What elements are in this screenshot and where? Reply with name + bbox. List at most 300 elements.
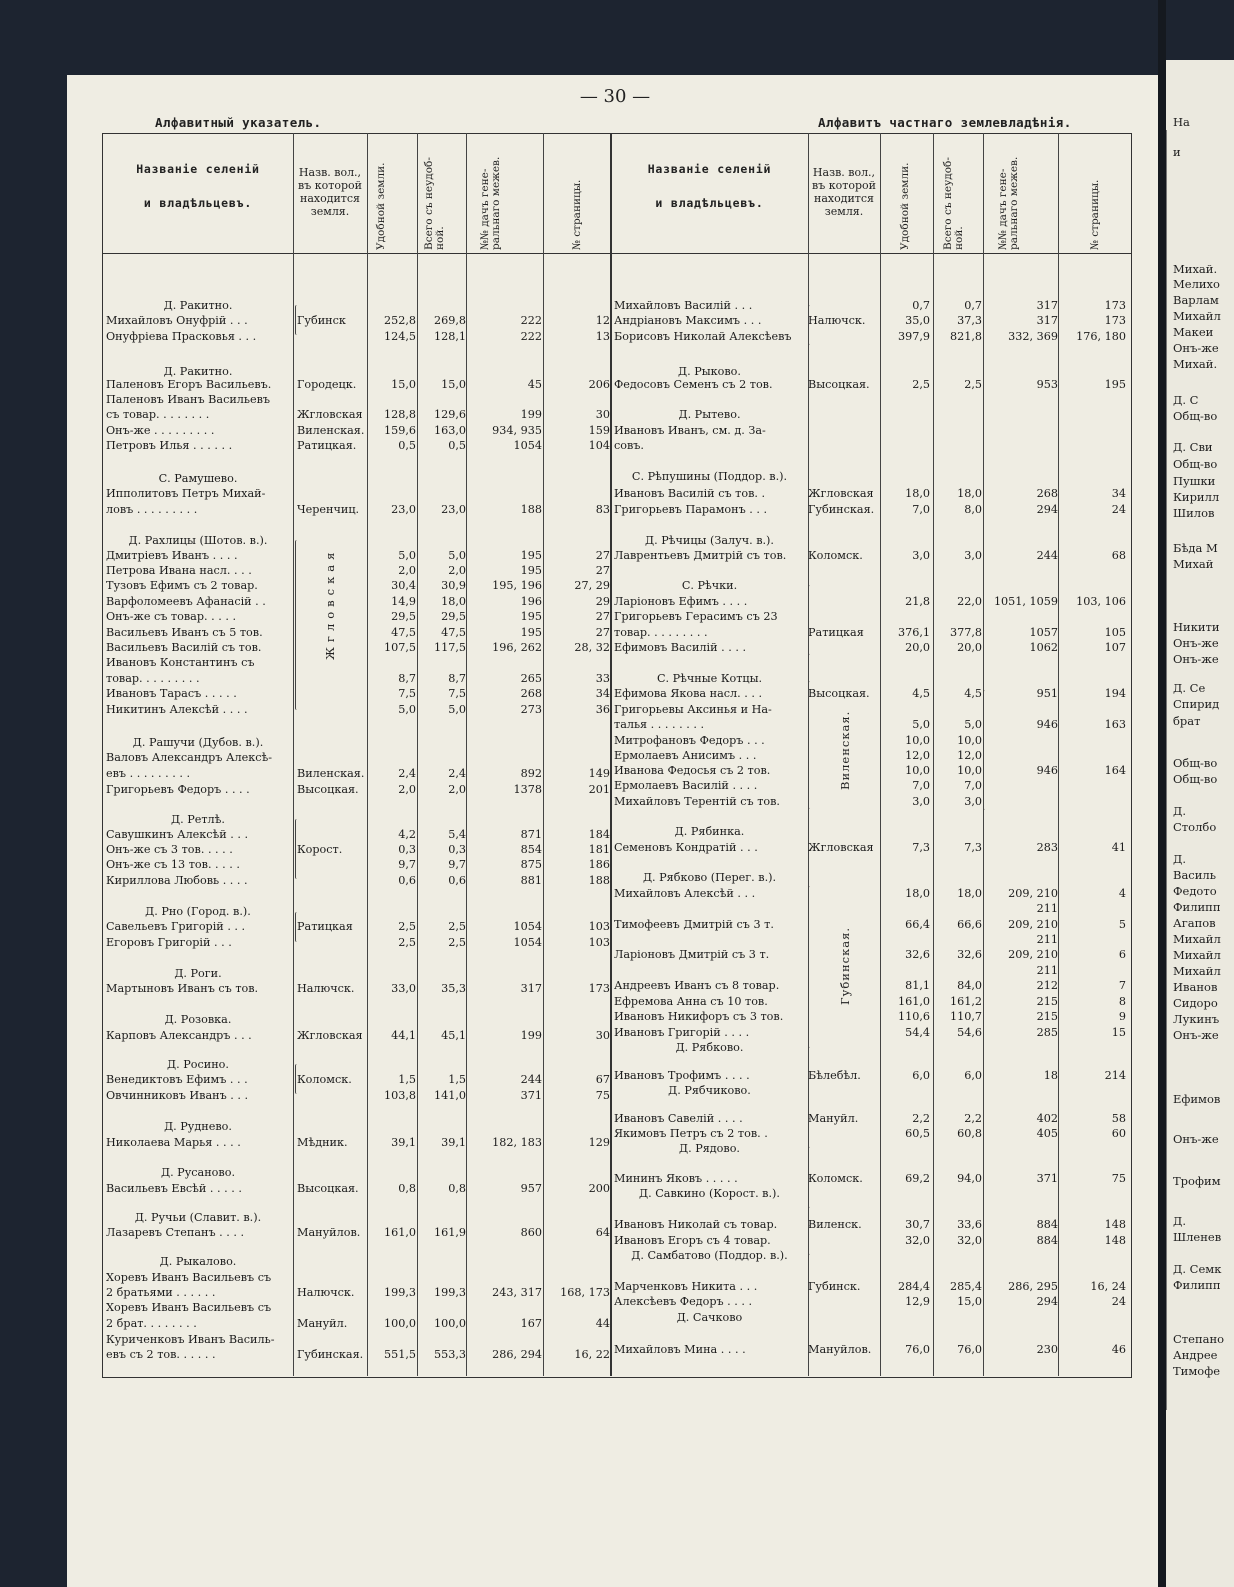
udob-cell: 2,0 xyxy=(398,564,416,577)
udob-cell: 32,6 xyxy=(905,948,930,961)
page-cell: 33 xyxy=(595,672,610,685)
page-cell: 46 xyxy=(1111,1343,1126,1356)
udob-cell: 47,5 xyxy=(391,626,416,639)
dach-cell: 317 xyxy=(1036,314,1058,327)
table-row xyxy=(104,313,609,328)
settlement-name: Д. Самбатово (Поддор. в.). xyxy=(631,1249,788,1262)
vsego-cell: 6,0 xyxy=(964,1069,982,1082)
page-cell: 194 xyxy=(1104,687,1126,700)
page-cell: 27 xyxy=(595,610,610,623)
table-row xyxy=(612,1294,1127,1309)
settlement-heading xyxy=(104,1165,609,1180)
dach-cell: 167 xyxy=(520,1317,542,1330)
settlement-heading xyxy=(104,533,609,548)
dach-cell: 196, 262 xyxy=(492,641,542,654)
vsego-cell: 285,4 xyxy=(949,1280,982,1293)
settlement-name: Д. Рябково (Перег. в.). xyxy=(642,871,777,884)
table-row xyxy=(104,1225,609,1240)
dach-cell: 273 xyxy=(520,703,542,716)
page-cell: 5 xyxy=(1118,918,1126,931)
owner-name: Кириллова Любовь . . . . xyxy=(106,874,248,887)
header-rule xyxy=(102,253,1132,254)
vsego-cell: 110,7 xyxy=(949,1010,982,1023)
vsego-cell: 161,2 xyxy=(949,995,982,1008)
volost-cell: Корост. xyxy=(297,843,343,856)
owner-name: Онуфріева Прасковья . . . xyxy=(106,330,257,343)
dach-cell: 196 xyxy=(520,595,542,608)
dach-cell: 285 xyxy=(1036,1026,1058,1039)
udob-cell: 199,3 xyxy=(383,1286,416,1299)
owner-name: Ивановъ Иванъ, см. д. За- xyxy=(614,424,766,437)
settlement-heading xyxy=(104,1210,609,1225)
page-cell: 173 xyxy=(1104,314,1126,327)
table-row xyxy=(612,1126,1127,1141)
page-cell: 12 xyxy=(595,314,610,327)
page-cell: 107 xyxy=(1104,641,1126,654)
volost-cell: Налючск. xyxy=(297,1286,355,1299)
vsego-cell: 35,3 xyxy=(441,982,466,995)
owner-name: Васильевъ Василій съ тов. xyxy=(106,641,262,654)
owner-name: Якимовъ Петръ съ 2 тов. . xyxy=(614,1127,768,1140)
owner-name: Григорьевы Аксинья и На- xyxy=(614,703,772,716)
udob-cell: 9,7 xyxy=(398,858,416,871)
page-cell: 27 xyxy=(595,564,610,577)
col-head-dach-left: №№ дачъ гене- ральнаго межев. xyxy=(479,156,502,250)
table-row xyxy=(104,827,609,842)
grouping-brace xyxy=(808,886,812,1048)
settlement-name: С. Рѣпушины (Поддор. в.). xyxy=(631,470,788,483)
vsego-cell: 821,8 xyxy=(949,330,982,343)
udob-cell: 2,4 xyxy=(398,767,416,780)
settlement-name: Д. Рахлицы (Шотов. в.). xyxy=(128,534,268,547)
table-row xyxy=(612,840,1127,855)
page-cell: 16, 24 xyxy=(1090,1280,1126,1293)
dach-cell: 199 xyxy=(520,408,542,421)
table-row xyxy=(612,978,1127,993)
dach-cell: 402 xyxy=(1036,1112,1058,1125)
page-cell: 16, 22 xyxy=(574,1348,610,1361)
table-row xyxy=(104,655,609,670)
vsego-cell: 1,5 xyxy=(448,1073,466,1086)
udob-cell: 159,6 xyxy=(383,424,416,437)
settlement-heading xyxy=(104,735,609,750)
owner-name: Паленовъ Иванъ Васильевъ xyxy=(106,393,271,406)
volost-cell: Высоцкая. xyxy=(808,378,870,391)
settlement-name: Д. Рытево. xyxy=(678,408,741,421)
page-cell: 67 xyxy=(595,1073,610,1086)
owner-name: Ивановъ Егоръ съ 4 товар. xyxy=(614,1234,771,1247)
owner-name: Онъ-же съ товар. . . . . xyxy=(106,610,236,623)
grouping-brace xyxy=(808,681,812,809)
owner-name: Ефимова Якова насл. . . . xyxy=(614,687,763,700)
vsego-cell: 47,5 xyxy=(441,626,466,639)
owner-name: Ефимовъ Василій . . . . xyxy=(614,641,746,654)
col-head-vsego-right: Всего съ неудоб- ной. xyxy=(942,157,965,250)
settlement-heading xyxy=(612,533,1127,548)
owner-name: Никитинъ Алексѣй . . . . xyxy=(106,703,248,716)
udob-cell: 23,0 xyxy=(391,503,416,516)
table-row xyxy=(612,594,1127,609)
udob-cell: 7,5 xyxy=(398,687,416,700)
page-cell: 103 xyxy=(588,936,610,949)
neighbor-text-fragment: Сидоро xyxy=(1173,996,1218,1010)
table-row xyxy=(104,1072,609,1087)
grouping-brace xyxy=(808,1118,812,1148)
udob-cell: 12,9 xyxy=(905,1295,930,1308)
owner-name: Николаева Марья . . . . xyxy=(106,1136,241,1149)
settlement-heading xyxy=(612,407,1127,422)
grouping-brace xyxy=(808,1225,812,1255)
vsego-cell: 32,0 xyxy=(957,1234,982,1247)
running-header-right: Алфавитъ частнаго землевладѣнія. xyxy=(818,115,1072,130)
page-cell: 15 xyxy=(1111,1026,1126,1039)
dach-cell: 953 xyxy=(1036,378,1058,391)
udob-cell: 124,5 xyxy=(383,330,416,343)
neighbor-text-fragment: Степано xyxy=(1173,1332,1225,1346)
volost-cell: Жгловская xyxy=(808,487,874,500)
vsego-cell: 2,5 xyxy=(964,378,982,391)
page-cell: 29 xyxy=(595,595,610,608)
table-row xyxy=(104,502,609,517)
vsego-cell: 2,4 xyxy=(448,767,466,780)
owner-name: Григорьевъ Парамонъ . . . xyxy=(614,503,768,516)
udob-cell: 81,1 xyxy=(905,979,930,992)
udob-cell: 5,0 xyxy=(398,549,416,562)
table-row xyxy=(104,329,609,344)
udob-cell: 0,7 xyxy=(912,299,930,312)
vsego-cell: 0,3 xyxy=(448,843,466,856)
page-cell: 24 xyxy=(1111,1295,1126,1308)
table-row xyxy=(104,1300,609,1315)
col-head-udob-right: Удобной земли. xyxy=(899,162,911,250)
vsego-cell: 2,2 xyxy=(964,1112,982,1125)
table-row xyxy=(612,1009,1127,1024)
neighbor-text-fragment: Трофим xyxy=(1173,1174,1221,1188)
dach-cell: 199 xyxy=(520,1029,542,1042)
neighbor-text-fragment: Михай xyxy=(1173,557,1214,571)
udob-cell: 110,6 xyxy=(897,1010,930,1023)
udob-cell: 0,5 xyxy=(398,439,416,452)
neighbor-text-fragment: На xyxy=(1173,115,1190,129)
page-cell: 34 xyxy=(595,687,610,700)
page-cell: 148 xyxy=(1104,1218,1126,1231)
table-row xyxy=(612,1279,1127,1294)
table-row xyxy=(612,1111,1127,1126)
table-row xyxy=(104,1347,609,1362)
udob-cell: 30,4 xyxy=(391,579,416,592)
vsego-cell: 18,0 xyxy=(441,595,466,608)
dach-cell: 211 xyxy=(1036,902,1058,915)
owner-name: Михайловъ Алексѣй . . . xyxy=(614,887,756,900)
owner-name: ловъ . . . . . . . . . xyxy=(106,503,198,516)
dach-cell: 286, 295 xyxy=(1008,1280,1058,1293)
volost-cell: Ратицкая xyxy=(808,626,864,639)
page-cell: 27, 29 xyxy=(574,579,610,592)
udob-cell: 3,0 xyxy=(912,795,930,808)
udob-cell: 14,9 xyxy=(391,595,416,608)
vsego-cell: 76,0 xyxy=(957,1343,982,1356)
page-cell: 4 xyxy=(1118,887,1126,900)
vsego-cell: 2,5 xyxy=(448,936,466,949)
vsego-cell: 5,0 xyxy=(448,549,466,562)
settlement-name: Д. Ретлѣ. xyxy=(171,813,225,826)
vsego-cell: 29,5 xyxy=(441,610,466,623)
page-cell: 8 xyxy=(1118,995,1126,1008)
volost-cell: Жгловская xyxy=(808,841,874,854)
table-row xyxy=(612,702,1127,717)
grouping-brace xyxy=(808,1178,812,1208)
vsego-cell: 66,6 xyxy=(957,918,982,931)
udob-cell: 32,0 xyxy=(905,1234,930,1247)
settlement-name: Д. Ручьи (Славит. в.). xyxy=(134,1211,262,1224)
page-cell: 181 xyxy=(588,843,610,856)
table-row xyxy=(612,901,1127,916)
col-head-name-right: Названіе селеній и владѣльцевъ. xyxy=(647,162,772,210)
vsego-cell: 23,0 xyxy=(441,503,466,516)
neighbor-text-fragment: Общ-во xyxy=(1173,409,1218,423)
col-head-str-left: № страницы. xyxy=(571,179,583,250)
neighbor-text-fragment: Кирилл xyxy=(1173,490,1220,504)
volost-cell: Высоцкая. xyxy=(297,1182,359,1195)
owner-name: Ермолаевъ Анисимъ . . . xyxy=(614,749,757,762)
udob-cell: 66,4 xyxy=(905,918,930,931)
page-cell: 41 xyxy=(1111,841,1126,854)
page-cell: 184 xyxy=(588,828,610,841)
dach-cell: 332, 369 xyxy=(1008,330,1058,343)
table-row xyxy=(612,329,1127,344)
vsego-cell: 18,0 xyxy=(957,487,982,500)
owner-name: Ивановъ Тарасъ . . . . . xyxy=(106,687,237,700)
dach-cell: 1378 xyxy=(513,783,542,796)
dach-cell: 243, 317 xyxy=(492,1286,542,1299)
dach-cell: 884 xyxy=(1036,1234,1058,1247)
vsego-cell: 199,3 xyxy=(433,1286,466,1299)
owner-name: Онъ-же съ 13 тов. . . . . xyxy=(106,858,240,871)
volost-cell: Ратицкая. xyxy=(297,439,357,452)
dach-cell: 18 xyxy=(1043,1069,1058,1082)
volost-cell: Мануйлов. xyxy=(297,1226,361,1239)
settlement-heading xyxy=(104,966,609,981)
settlement-heading xyxy=(612,1040,1127,1055)
neighbor-page xyxy=(1166,60,1234,1587)
dach-cell: 195 xyxy=(520,564,542,577)
neighbor-text-fragment: и xyxy=(1173,145,1181,159)
owner-name: Ивановъ Трофимъ . . . . xyxy=(614,1069,750,1082)
udob-cell: 100,0 xyxy=(383,1317,416,1330)
owner-name: Савельевъ Григорій . . . xyxy=(106,920,246,933)
table-row xyxy=(612,963,1127,978)
group-label-gubinskaya: Губинская. xyxy=(838,926,852,1005)
table-row xyxy=(104,377,609,392)
page-cell: 7 xyxy=(1118,979,1126,992)
udob-cell: 1,5 xyxy=(398,1073,416,1086)
owner-name: Егоровъ Григорій . . . xyxy=(106,936,232,949)
vsego-cell: 94,0 xyxy=(957,1172,982,1185)
neighbor-text-fragment: Михай. xyxy=(1173,357,1218,371)
table-row xyxy=(104,766,609,781)
udob-cell: 2,5 xyxy=(398,920,416,933)
vsego-cell: 3,0 xyxy=(964,795,982,808)
settlement-name: Д. Сачково xyxy=(676,1311,743,1324)
vsego-cell: 129,6 xyxy=(433,408,466,421)
owner-name: евъ съ 2 тов. . . . . . xyxy=(106,1348,216,1361)
settlement-heading xyxy=(612,578,1127,593)
vsego-cell: 22,0 xyxy=(957,595,982,608)
dach-cell: 215 xyxy=(1036,1010,1058,1023)
table-row xyxy=(612,1068,1127,1083)
table-row xyxy=(104,686,609,701)
settlement-name: Д. Рябково. xyxy=(675,1041,744,1054)
dach-cell: 286, 294 xyxy=(492,1348,542,1361)
owner-name: 2 брат. . . . . . . . xyxy=(106,1317,197,1330)
page-cell: 6 xyxy=(1118,948,1126,961)
dach-cell: 934, 935 xyxy=(492,424,542,437)
udob-cell: 2,5 xyxy=(398,936,416,949)
page-cell: 75 xyxy=(1111,1172,1126,1185)
neighbor-text-fragment: Пушки xyxy=(1173,474,1216,488)
owner-name: Куриченковъ Иванъ Василь- xyxy=(106,1333,275,1346)
table-row xyxy=(612,298,1127,313)
dach-cell: 182, 183 xyxy=(492,1136,542,1149)
table-row xyxy=(104,438,609,453)
owner-name: Валовъ Александръ Алексѣ- xyxy=(106,751,272,764)
owner-name: Федосовъ Семенъ съ 2 тов. xyxy=(614,378,773,391)
dach-cell: 195 xyxy=(520,610,542,623)
neighbor-text-fragment: Шилов xyxy=(1173,506,1215,520)
page-cell: 104 xyxy=(588,439,610,452)
vsego-cell: 30,9 xyxy=(441,579,466,592)
owner-name: Михайловъ Терентій съ тов. xyxy=(614,795,780,808)
owner-name: Андреевъ Иванъ съ 8 товар. xyxy=(614,979,780,992)
dach-cell: 1054 xyxy=(513,439,542,452)
udob-cell: 0,8 xyxy=(398,1182,416,1195)
vsego-cell: 15,0 xyxy=(957,1295,982,1308)
table-row xyxy=(104,857,609,872)
table-row xyxy=(104,486,609,501)
vsego-cell: 12,0 xyxy=(957,749,982,762)
udob-cell: 12,0 xyxy=(905,749,930,762)
vsego-cell: 0,8 xyxy=(448,1182,466,1195)
page-cell: 206 xyxy=(588,378,610,391)
neighbor-text-fragment: Столбо xyxy=(1173,820,1217,834)
neighbor-text-fragment: Василь xyxy=(1173,868,1216,882)
page-cell: 173 xyxy=(1104,299,1126,312)
volost-cell: Налючск. xyxy=(297,982,355,995)
page-cell: 44 xyxy=(595,1317,610,1330)
page-cell: 64 xyxy=(595,1226,610,1239)
dach-cell: 854 xyxy=(520,843,542,856)
vsego-cell: 128,1 xyxy=(433,330,466,343)
dach-cell: 1057 xyxy=(1029,626,1058,639)
page-cell: 24 xyxy=(1111,503,1126,516)
settlement-heading xyxy=(612,1083,1127,1098)
dach-cell: 268 xyxy=(520,687,542,700)
owner-name: Хоревъ Иванъ Васильевъ съ xyxy=(106,1271,272,1284)
udob-cell: 2,5 xyxy=(912,378,930,391)
vsego-cell: 10,0 xyxy=(957,764,982,777)
table-row xyxy=(104,873,609,888)
settlement-heading xyxy=(104,1012,609,1027)
udob-cell: 18,0 xyxy=(905,487,930,500)
neighbor-text-fragment: Д. Сви xyxy=(1173,440,1213,454)
vsego-cell: 4,5 xyxy=(964,687,982,700)
grouping-brace xyxy=(295,912,299,942)
vsego-cell: 5,0 xyxy=(964,718,982,731)
owner-name: Митрофановъ Федоръ . . . xyxy=(614,734,765,747)
vsego-cell: 5,4 xyxy=(448,828,466,841)
table-row xyxy=(612,947,1127,962)
settlement-heading xyxy=(104,1119,609,1134)
settlement-heading xyxy=(104,1254,609,1269)
neighbor-text-fragment: Онъ-же xyxy=(1173,341,1219,355)
vsego-cell: 5,0 xyxy=(448,703,466,716)
vsego-cell: 8,7 xyxy=(448,672,466,685)
settlement-name: С. Рѣчки. xyxy=(681,579,738,592)
page-cell: 58 xyxy=(1111,1112,1126,1125)
dach-cell: 946 xyxy=(1036,718,1058,731)
dach-cell: 294 xyxy=(1036,503,1058,516)
settlement-name: Д. Рыкалово. xyxy=(159,1255,237,1268)
dach-cell: 265 xyxy=(520,672,542,685)
vsego-cell: 7,0 xyxy=(964,779,982,792)
settlement-name: Д. Рно (Город. в.). xyxy=(145,905,251,918)
dach-cell: 1054 xyxy=(513,920,542,933)
table-row xyxy=(104,782,609,797)
settlement-name: Д. Роги. xyxy=(174,967,222,980)
col-head-dach-right: №№ дачъ гене- ральнаго межев. xyxy=(997,156,1020,250)
settlement-name: Д. Рядово. xyxy=(678,1142,740,1155)
table-row xyxy=(104,594,609,609)
volost-cell: Налючск. xyxy=(808,314,866,327)
owner-name: Ивановъ Василій съ тов. . xyxy=(614,487,766,500)
dach-cell: 946 xyxy=(1036,764,1058,777)
vsego-cell: 45,1 xyxy=(441,1029,466,1042)
owner-name: Ивановъ Григорій . . . . xyxy=(614,1026,750,1039)
table-row xyxy=(104,1270,609,1285)
page-cell: 201 xyxy=(588,783,610,796)
page-cell: 13 xyxy=(595,330,610,343)
owner-name: Васильевъ Иванъ съ 5 тов. xyxy=(106,626,263,639)
page-cell: 214 xyxy=(1104,1069,1126,1082)
udob-cell: 30,7 xyxy=(905,1218,930,1231)
page-cell: 188 xyxy=(588,874,610,887)
neighbor-text-fragment: Макеи xyxy=(1173,325,1214,339)
dach-cell: 212 xyxy=(1036,979,1058,992)
settlement-heading xyxy=(612,671,1127,686)
owner-name: Григорьевъ Федоръ . . . . xyxy=(106,783,250,796)
owner-name: Лазаревъ Степанъ . . . . xyxy=(106,1226,245,1239)
table-row xyxy=(104,407,609,422)
neighbor-text-fragment: Онъ-же xyxy=(1173,636,1219,650)
udob-cell: 5,0 xyxy=(912,718,930,731)
dach-cell: 195, 196 xyxy=(492,579,542,592)
neighbor-text-fragment: Филипп xyxy=(1173,1278,1221,1292)
vsego-cell: 18,0 xyxy=(957,887,982,900)
neighbor-text-fragment: Онъ-же xyxy=(1173,1028,1219,1042)
udob-cell: 29,5 xyxy=(391,610,416,623)
dach-cell: 317 xyxy=(520,982,542,995)
owner-name: Карповъ Александръ . . . xyxy=(106,1029,252,1042)
page-cell: 105 xyxy=(1104,626,1126,639)
table-row xyxy=(612,763,1127,778)
grouping-brace xyxy=(295,305,299,335)
owner-name: Васильевъ Евсѣй . . . . . xyxy=(106,1182,242,1195)
udob-cell: 44,1 xyxy=(391,1029,416,1042)
neighbor-text-fragment: Шленев xyxy=(1173,1230,1222,1244)
neighbor-text-fragment: Д. Семк xyxy=(1173,1262,1222,1276)
table-row xyxy=(612,313,1127,328)
table-row xyxy=(104,563,609,578)
